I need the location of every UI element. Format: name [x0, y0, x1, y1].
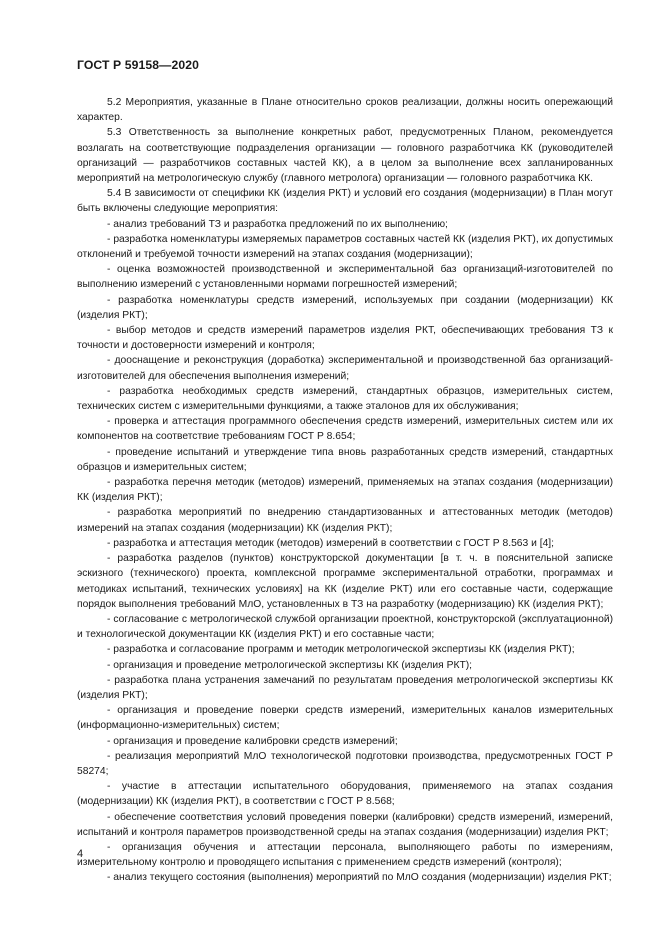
page-number: 4 [77, 848, 84, 860]
list-item: - согласование с метрологической службой организации проектной, конструкторской (эксплуатационной) и технологической документации КК (изделия РКТ) и его составные части; [77, 613, 613, 641]
list-item: - обеспечение соответствия условий проведения поверки (калибровки) средств измерений, измерений, испытаний и контроля параметров производственной среды на этапах создания (модернизации) изделия РКТ; [77, 811, 613, 838]
paragraph-5-2: 5.2 Мероприятия, указанные в Плане относительно сроков реализации, должны носить опережающий характер. [77, 97, 613, 124]
list-item: - дооснащение и реконструкция (доработка) экспериментальной и производственной баз организаций-изготовителей для обеспечения выполнения измерений; [77, 355, 613, 382]
list-item: - разработка перечня методик (методов) измерений, применяемых на этапах создания (модернизации) КК (изделия РКТ); [77, 477, 613, 504]
list-item: - оценка возможностей производственной и экспериментальной баз организаций-изготовителей по выполнению измерений с установленными нормами погрешностей измерений; [77, 264, 613, 291]
list-item: - проведение испытаний и утверждение типа вновь разработанных средств измерений, стандартных образцов и измерительных систем; [77, 446, 613, 473]
list-item: - разработка необходимых средств измерений, стандартных образцов, измерительных систем, технических систем с измерительными функциями, а также эталонов для их обслуживания; [77, 385, 613, 413]
paragraph-5-3: 5.3 Ответственность за выполнение конкретных работ, предусмотренных Планом, рекомендуется возлагать на соответствующие подразделения организации — головного разработчика КК (руководителей организаций — разработчиков составных частей КК), а в целом за выполнение всех запланированных мероприятий на метрологическую службу (главного метролога) организации — головного разработчика КК. [77, 127, 613, 185]
list-item: - анализ текущего состояния (выполнения) мероприятий по МлО создания (модернизации) изделия РКТ; [107, 872, 612, 884]
list-item: - проверка и аттестация программного обеспечения средств измерений, измерительных систем или их компонентов на соответствие требованиям ГОСТ Р 8.654; [77, 416, 613, 443]
document-standard-id: ГОСТ Р 59158—2020 [77, 58, 199, 72]
list-item: - разработка разделов (пунктов) конструкторской документации [в т. ч. в пояснительной записке эскизного (технического) проекта, комплексной программе экспериментальной отработки, программах и методиках испытаний, технических условиях] на КК (изделие РКТ) или его составные части, содержащие порядок выполнения требований МлО, установленных в ТЗ на разработку (модернизацию) КК (изделия РКТ); [77, 553, 613, 610]
list-item: - разработка номенклатуры средств измерений, используемых при создании (модернизации) КК (изделия РКТ); [77, 294, 613, 321]
list-item: - разработка и согласование программ и методик метрологической экспертизы КК (изделия РКТ); [107, 644, 575, 656]
list-item: - разработка мероприятий по внедрению стандартизованных и аттестованных методик (методов) измерений на этапах создания (модернизации) КК (изделия РКТ); [77, 507, 613, 534]
list-item: - организация и проведение калибровки средств измерений; [107, 735, 398, 747]
list-item: - разработка и аттестация методик (методов) измерений в соответствии с ГОСТ Р 8.563 и [4]; [107, 537, 555, 549]
list-item: - разработка плана устранения замечаний по результатам проведения метрологической экспертизы КК (изделия РКТ); [77, 674, 613, 701]
list-item: - реализация мероприятий МлО технологической подготовки производства, предусмотренных ГОСТ Р 58274; [77, 750, 613, 777]
document-body [77, 95, 613, 886]
list-item: - участие в аттестации испытательного оборудования, применяемого на этапах создания (модернизации) КК (изделия РКТ), в соответствии с ГОСТ Р 8.568; [77, 781, 613, 808]
list-item: - анализ требований ТЗ и разработка предложений по их выполнению; [107, 218, 448, 230]
paragraph-5-4: 5.4 В зависимости от специфики КК (изделия РКТ) и условий его создания (модернизации) в План могут быть включены следующие мероприятия: [77, 188, 613, 215]
list-item: - разработка номенклатуры измеряемых параметров составных частей КК (изделия РКТ), их допустимых отклонений и требуемой точности измерений на этапах создания (модернизации); [77, 233, 613, 261]
list-item: - организация и проведение метрологической экспертизы КК (изделия РКТ); [107, 659, 473, 671]
list-item: - организация и проведение поверки средств измерений, измерительных каналов измерительных (информационно-измерительных) систем; [77, 705, 613, 732]
list-item: - организация обучения и аттестации персонала, выполняющего работы по измерениям, измерительному контролю и проводящего испытания с применением средств измерений (контроля); [77, 841, 613, 869]
list-item: - выбор методов и средств измерений параметров изделия РКТ, обеспечивающих требования ТЗ к точности и достоверности измерений и контроля; [77, 325, 613, 352]
